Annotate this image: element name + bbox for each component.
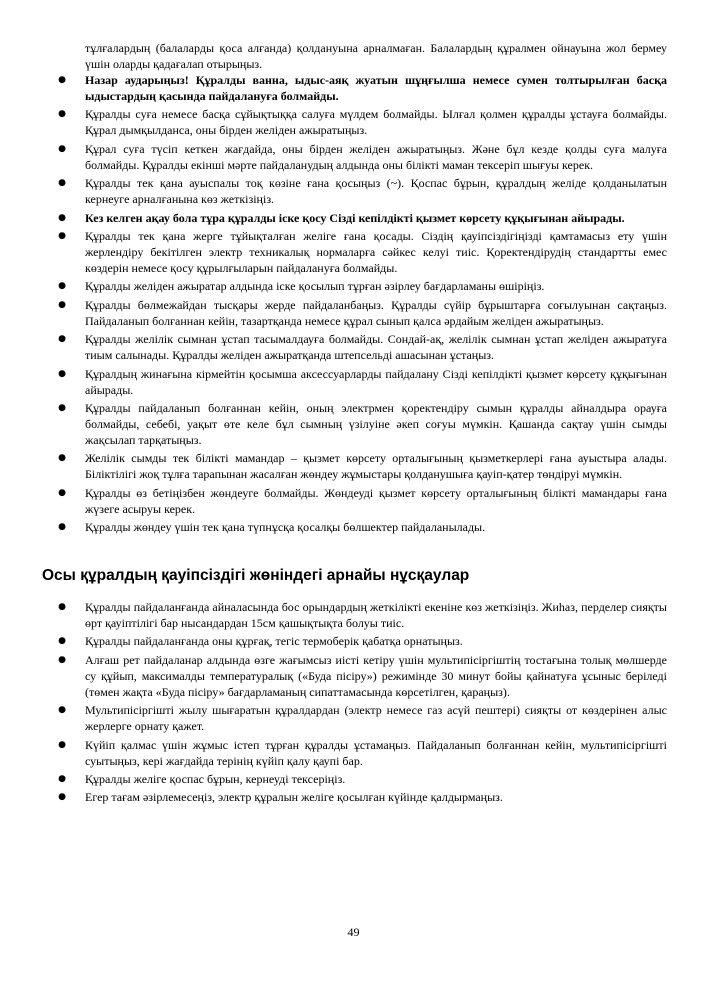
bullet-text: Желілік сымды тек білікті мамандар – қызмет көрсету орталығының қызметкерлері ғана ауыстыра алады. Біліктілігі жоқ тұлға тарапынан жасалған жөндеу жұмыстары қолданушыға қауіп-қатер төндіруі мүмкін. bbox=[85, 451, 667, 482]
bullet-icon: ● bbox=[58, 299, 66, 310]
bullet-text: Күйіп қалмас үшін жұмыс істеп тұрған құралды ұстамаңыз. Пайдаланып болғаннан кейін, мультипісіргішті суытыңыз, кері жағдайда терінің күйіп қалу қаупі бар. bbox=[85, 737, 667, 768]
bullet-icon: ● bbox=[58, 487, 66, 498]
safety-list-item bbox=[42, 106, 667, 138]
safety-list-item bbox=[42, 331, 667, 363]
bullet-icon: ● bbox=[58, 230, 66, 241]
bullet-text: Кез келген ақау бола тұра құралды іске қосу Сізді кепілдікті қызмет көрсету құқығынан айырады. bbox=[85, 210, 625, 225]
bullet-text: Құралды желілік сымнан ұстап тасымалдауға болмайды. Сондай-ақ, желілік сымнан ұстап желіден ажыратуға тиым салынады. Құралды желіден ажыратқанда штепсельді ашасынан ұстаңыз. bbox=[85, 332, 667, 363]
safety-list-item bbox=[42, 141, 667, 173]
special-instructions-list bbox=[42, 599, 667, 805]
special-instruction-item bbox=[42, 771, 667, 787]
bullet-text: Құралды суға немесе басқа сұйықтыққа салуға мүлдем болмайды. Ылғал қолмен құралды ұстауға болмайды. Құрал дымқылданса, оны бірден желіден ажыратыңыз. bbox=[85, 107, 667, 138]
safety-list-item bbox=[42, 366, 667, 398]
bullet-icon: ● bbox=[58, 402, 66, 413]
bullet-icon: ● bbox=[58, 368, 66, 379]
bullet-text: Құралды желіден ажыратар алдында іске қосылып тұрған әзірлеу бағдарламаны өшіріңіз. bbox=[85, 279, 545, 294]
bullet-text: Егер тағам әзірлемесеңіз, электр құралын желіге қосылған күйінде қалдырмаңыз. bbox=[85, 790, 503, 805]
safety-list-item bbox=[42, 485, 667, 517]
bullet-text: Құралды тек қана ауыспалы тоқ көзіне ғана қосыңыз (~). Қоспас бұрын, құралдың желіде қолданылатын кернеуге арналғанына көз жеткізіңіз. bbox=[85, 176, 667, 207]
bullet-icon: ● bbox=[58, 143, 66, 154]
bullet-text: Құрал суға түсіп кеткен жағдайда, оны бірден желіден ажыратыңыз. Және бұл кезде қолды суға малуға болмайды. Құралды екінші мәрте пайдаланудың алдында оны білікті маман тексеріп шығуы керек. bbox=[85, 141, 667, 172]
bullet-icon: ● bbox=[58, 178, 66, 189]
bullet-icon: ● bbox=[58, 75, 66, 85]
bullet-text: Алғаш рет пайдаланар алдында өзге жағымсыз иісті кетіру үшін мультипісіргіштің тостағына толық мөлшерде су құйып, максималды температуралық («Буда пісіру») режимінде 30 минут бойы қайнатуға ұсыныс беріледі (төмен жақта «Буда пісіру» бағдарламаның сипаттамасында көрсетілген, қараңыз). bbox=[85, 652, 667, 699]
bullet-text: Мультипісіргішті жылу шығаратын құралдардан (электр немесе газ асүй пештері) сияқты от көздерінен алыс жерлерге орнату қажет. bbox=[85, 703, 667, 734]
bullet-icon: ● bbox=[58, 109, 66, 120]
section-heading: Осы құралдың қауіпсіздігі жөніндегі арнайы нұсқаулар bbox=[42, 567, 470, 585]
bullet-text: Назар аударыңыз! Құралды ванна, ыдыс-аяқ жуатын шұңғылша немесе сумен толтырылған басқа ыдыстардың қасында пайдалануға болмайды. bbox=[85, 73, 667, 103]
special-instruction-item bbox=[42, 737, 667, 769]
special-instruction-item bbox=[42, 652, 667, 700]
safety-list-item bbox=[42, 278, 667, 294]
bullet-text: Құралды тек қана жерге тұйықталған желіге ғана қосады. Сіздің қауіпсіздігіңізді қамтамасыз ету үшін жерлендіру бекітілген электр техникалық нормаларға сәйкес келуі тиіс. Қоректендірудің стандартты емес көздерін немесе қосу құрылғыларын пайдалануға болмайды. bbox=[85, 228, 667, 275]
safety-list-item bbox=[42, 450, 667, 482]
special-instruction-item bbox=[42, 702, 667, 734]
bullet-icon: ● bbox=[58, 636, 66, 647]
bullet-icon: ● bbox=[58, 281, 66, 292]
page-number: 49 bbox=[347, 925, 360, 939]
safety-list-item bbox=[42, 297, 667, 329]
safety-list-item bbox=[42, 72, 667, 104]
bullet-text: Құралды бөлмежайдан тысқары жерде пайдаланбаңыз. Құралды сүйір бұрыштарға соғылуынан сақтаңыз. Пайдаланып болғаннан кейін, тазартқанда немесе құрал сынып қалса әрдайым желіден ажыратыңыз. bbox=[85, 297, 667, 328]
bullet-icon: ● bbox=[58, 739, 66, 750]
special-instruction-item bbox=[42, 789, 667, 805]
bullet-icon: ● bbox=[58, 774, 66, 785]
bullet-text: Құралды пайдаланғанда оны құрғақ, тегіс термоберік қабатқа орнатыңыз. bbox=[85, 634, 463, 649]
bullet-text: Құралды жөндеу үшін тек қана түпнұсқа қосалқы бөлшектер пайдаланылады. bbox=[85, 520, 486, 535]
bullet-icon: ● bbox=[58, 705, 66, 716]
bullet-icon: ● bbox=[58, 212, 66, 223]
bullet-text: Құралдың жинағына кірмейтін қосымша аксессуарларды пайдалану Сізді кепілдікті қызмет көрсету құқығынан айырады. bbox=[85, 366, 667, 397]
bullet-icon: ● bbox=[58, 453, 66, 464]
special-instruction-item bbox=[42, 599, 667, 631]
bullet-text: Құралды пайдаланып болғаннан кейін, оның электрмен қоректендіру сымын құралды айналдыра орауға болмайды, себебі, уақыт өте келе бұл сымның үзілуіне әкеп соғуы мүмкін. Қашанда сақтау үшін сымды жақсылап тарқатыңыз. bbox=[85, 400, 667, 447]
safety-list-item bbox=[42, 519, 667, 535]
safety-list-item bbox=[42, 210, 667, 226]
intro-paragraph: тұлғалардың (балаларды қоса алғанда) қолдануына арналмаған. Балалардың құралмен ойнауына жол бермеу үшін оларды қадағалап отырыңыз. bbox=[85, 41, 667, 71]
bullet-icon: ● bbox=[58, 334, 66, 345]
safety-list bbox=[42, 72, 667, 535]
bullet-icon: ● bbox=[58, 602, 66, 613]
bullet-text: Құралды пайдаланғанда айналасында бос орындардың жеткілікті екеніне көз жеткізіңіз. Жиһаз, перделер сияқты өрт қауіптілігі бар нысандардан 15см қашықтықта болуы тиіс. bbox=[85, 600, 667, 631]
special-instruction-item bbox=[42, 633, 667, 649]
bullet-icon: ● bbox=[58, 792, 66, 803]
bullet-icon: ● bbox=[58, 654, 66, 665]
bullet-text: Құралды өз бетіңізбен жөндеуге болмайды. Жөндеуді қызмет көрсету орталығының білікті мамандары ғана жүзеге асыруы керек. bbox=[85, 485, 667, 516]
safety-list-item bbox=[42, 228, 667, 276]
safety-list-item bbox=[42, 175, 667, 207]
bullet-icon: ● bbox=[58, 522, 66, 533]
safety-list-item bbox=[42, 400, 667, 448]
bullet-text: Құралды желіге қоспас бұрын, кернеуді тексеріңіз. bbox=[85, 772, 346, 787]
